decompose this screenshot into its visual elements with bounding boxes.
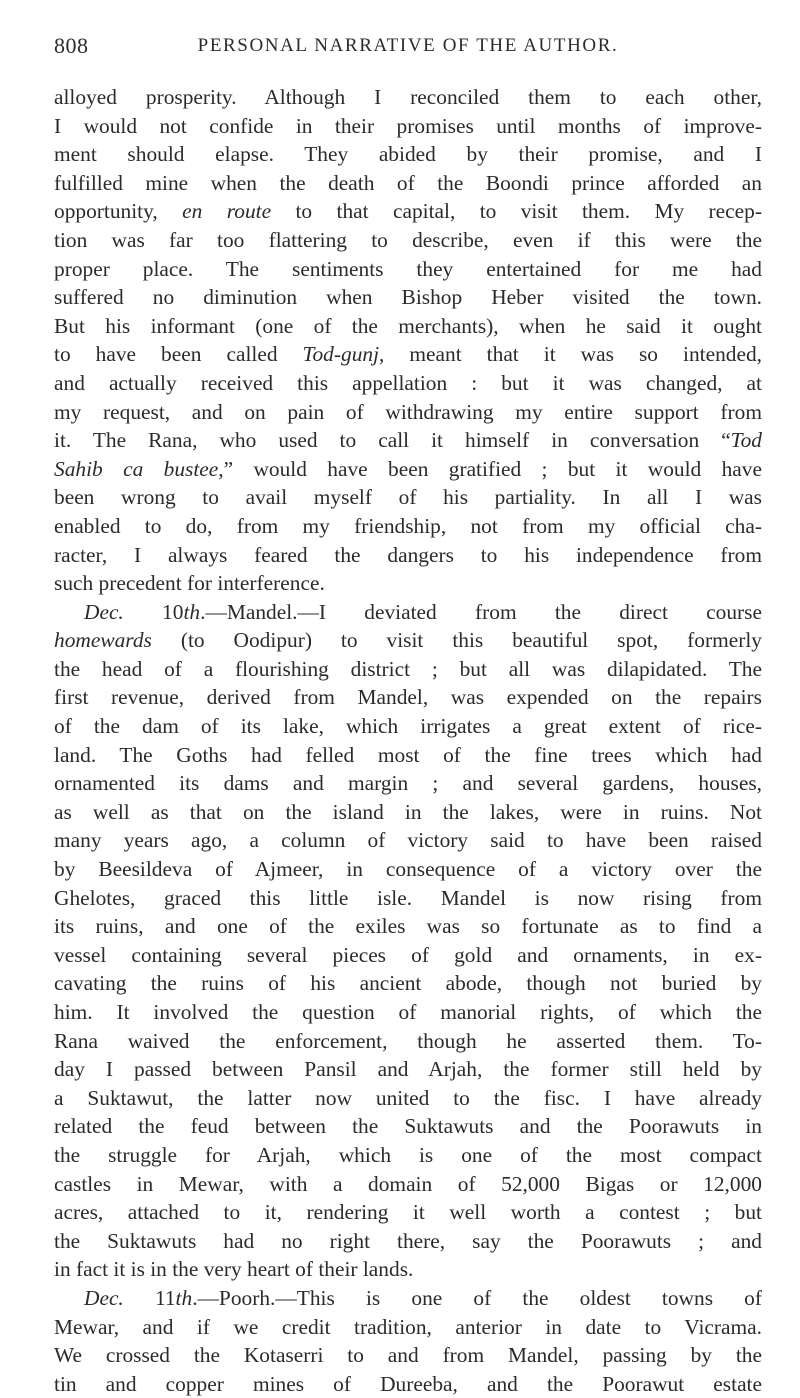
body-text	[54, 83, 762, 1398]
text-line	[54, 512, 762, 541]
text-line	[54, 483, 762, 512]
italic-text: Tod	[730, 428, 762, 453]
text-line	[54, 541, 762, 570]
text-span: land. The Goths had felled most of the fine trees which had	[54, 742, 762, 767]
text-line	[54, 884, 762, 913]
text-span: the head of a flourishing district ; but all was dilapidated. The	[54, 656, 762, 681]
text-span: him. It involved the question of manorial rights, of which the	[54, 1000, 762, 1024]
text-span: suffered no diminution when Bishop Heber visited the town.	[54, 285, 762, 310]
text-line	[54, 1141, 762, 1170]
text-span: ornamented its dams and margin ; and several gardens, houses,	[54, 771, 762, 796]
text-line	[54, 855, 762, 884]
text-span: Ghelotes, graced this little isle. Mandel is now rising from	[54, 885, 762, 910]
text-span: to have been called	[54, 342, 303, 367]
running-head: PERSONAL NARRATIVE OF THE AUTHOR.	[197, 35, 619, 56]
text-line	[54, 683, 762, 712]
text-span: Mewar, and if we credit tradition, anterior in date to Vicrama.	[54, 1314, 762, 1339]
text-line	[54, 197, 762, 226]
text-span: We crossed the Kotaserri to and from Mandel, passing by the	[54, 1343, 762, 1368]
text-line	[54, 255, 762, 284]
text-span: in fact it is in the very heart of their lands.	[54, 1257, 414, 1282]
text-span: Rana waived the enforcement, though he asserted them. To-	[54, 1028, 762, 1053]
text-line	[54, 769, 762, 798]
text-line	[54, 1027, 762, 1056]
text-line	[54, 655, 762, 684]
italic-text: en route	[182, 199, 272, 224]
text-span: of the dam of its lake, which irrigates a great extent of rice-	[54, 714, 762, 739]
text-line	[54, 712, 762, 741]
text-span: a Suktawut, the latter now united to the fisc. I have already	[54, 1085, 762, 1110]
text-line	[54, 455, 762, 484]
text-span: castles in Mewar, with a domain of 52,000 Bigas or 12,000	[54, 1171, 762, 1196]
text-line	[54, 1284, 762, 1313]
page-header	[54, 0, 774, 62]
italic-text: th	[175, 1285, 193, 1310]
text-span: vessel containing several pieces of gold and ornaments, in ex-	[54, 942, 762, 967]
text-span: many years ago, a column of victory said to have been raised	[54, 828, 762, 853]
text-span: racter, I always feared the dangers to his independence from	[54, 542, 762, 567]
text-span: day I passed between Pansil and Arjah, the former still held by	[54, 1057, 762, 1082]
text-span: the struggle for Arjah, which is one of the most compact	[54, 1142, 762, 1167]
text-line	[54, 398, 762, 427]
text-span: alloyed prosperity. Although I reconciled them to each other,	[54, 85, 762, 109]
text-line	[54, 1313, 762, 1342]
text-line	[54, 826, 762, 855]
italic-text: th	[183, 599, 201, 624]
text-span: to that capital, to visit them. My recep-	[271, 199, 762, 224]
text-line	[54, 1255, 762, 1284]
text-line	[54, 598, 762, 627]
text-line	[54, 1341, 762, 1370]
text-line	[54, 340, 762, 369]
text-span: ,” would have been gratified ; but it would have	[218, 456, 762, 481]
text-span: cavating the ruins of his ancient abode, though not buried by	[54, 971, 762, 996]
text-line	[54, 741, 762, 770]
text-span: tin and copper mines of Dureeba, and the Poorawut estate	[54, 1371, 762, 1396]
text-line	[54, 1370, 762, 1398]
text-span: proper place. The sentiments they entertained for me had	[54, 256, 762, 281]
text-line	[54, 1198, 762, 1227]
italic-text: Sahib ca bustee	[54, 456, 219, 481]
text-span: But his informant (one of the merchants), when he said it ought	[54, 313, 762, 338]
text-span: related the feud between the Suktawuts and the Poorawuts in	[54, 1114, 762, 1139]
text-line	[54, 1227, 762, 1256]
text-line	[54, 283, 762, 312]
text-line	[54, 369, 762, 398]
book-page	[54, 0, 774, 1396]
text-span: I would not confide in their promises until months of improve-	[54, 113, 762, 138]
text-span: .—Mandel.—I deviated from the direct course	[200, 599, 762, 624]
text-span: first revenue, derived from Mandel, was expended on the repairs	[54, 685, 762, 710]
text-line	[54, 426, 762, 455]
text-span: it. The Rana, who used to call it himself in conversation “	[54, 428, 731, 453]
text-line	[54, 969, 762, 998]
italic-text: Dec.	[84, 599, 124, 624]
text-line	[54, 226, 762, 255]
text-line	[54, 112, 762, 141]
text-span: the Suktawuts had no right there, say the Poorawuts ; and	[54, 1228, 762, 1253]
text-line	[54, 312, 762, 341]
text-span: fulfilled mine when the death of the Boondi prince afforded an	[54, 170, 762, 195]
text-line	[54, 569, 762, 598]
text-line	[54, 1055, 762, 1084]
text-line	[54, 83, 762, 112]
text-line	[54, 798, 762, 827]
italic-text: Dec.	[84, 1285, 124, 1310]
text-span: and actually received this appellation : but it was changed, at	[54, 370, 762, 395]
text-span: its ruins, and one of the exiles was so fortunate as to find a	[54, 914, 762, 939]
text-line	[54, 1112, 762, 1141]
text-span: .—Poorh.—This is one of the oldest towns of	[192, 1285, 762, 1310]
text-span: been wrong to avail myself of his partiality. In all I was	[54, 485, 762, 510]
text-span: (to Oodipur) to visit this beautiful spot, formerly	[151, 628, 762, 653]
italic-text: homewards	[54, 628, 152, 653]
italic-text: Tod-gunj	[302, 342, 380, 367]
text-line	[54, 626, 762, 655]
text-span: 10	[123, 599, 184, 624]
text-span: ment should elapse. They abided by their promise, and I	[54, 142, 762, 167]
text-span: as well as that on the island in the lakes, were in ruins. Not	[54, 799, 762, 824]
text-span: enabled to do, from my friendship, not from my official cha-	[54, 513, 762, 538]
text-span: 11	[123, 1285, 176, 1310]
text-line	[54, 912, 762, 941]
text-line	[54, 998, 762, 1027]
text-span: such precedent for interference.	[54, 571, 325, 596]
text-span: by Beesildeva of Ajmeer, in consequence of a victory over the	[54, 857, 762, 882]
text-line	[54, 169, 762, 198]
text-line	[54, 1084, 762, 1113]
text-span: my request, and on pain of withdrawing my entire support from	[54, 399, 762, 424]
text-span: acres, attached to it, rendering it well worth a contest ; but	[54, 1200, 762, 1225]
text-span: tion was far too flattering to describe, even if this were the	[54, 227, 762, 252]
text-line	[54, 140, 762, 169]
text-span: opportunity,	[54, 199, 183, 224]
text-line	[54, 941, 762, 970]
text-span: , meant that it was so intended,	[379, 342, 763, 367]
page-number: 808	[54, 33, 89, 58]
text-line	[54, 1170, 762, 1199]
